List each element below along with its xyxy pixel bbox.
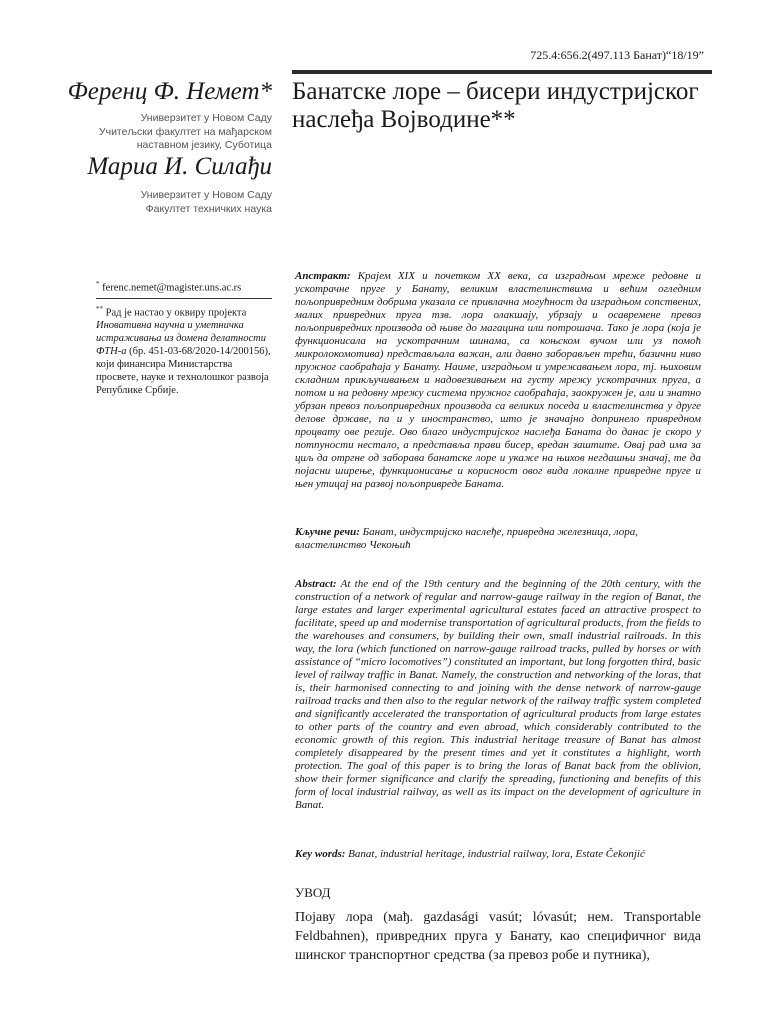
project-footnote: ** Рад је настао у оквиру пројекта Иновативна научна и уметничка истраживања из домена делатности ФТН-а (бр. 451-03-68/2020-14/200156), који финансира Министарства просвете, науке и технолошког развоја Републике Србије. [96,304,271,396]
footnote-divider [96,298,272,299]
abstract-english [295,578,701,812]
author-1-affiliation [52,112,272,153]
affiliation-line: Учитељски факултет на мађарском [98,125,272,138]
keywords-english-label: Key words: [295,848,346,860]
author-2-affiliation [52,189,272,216]
title-rule [292,70,712,74]
udc-code: 725.4:656.2(497.113 Банат)“18/19” [530,48,704,62]
author-email[interactable]: ferenc.nemet@magister.uns.ac.rs [102,282,242,294]
affiliation-line: Факултет техничких наука [145,202,272,215]
author-2-name: Мариа И. Силађи [87,153,272,180]
keywords-english-text: Banat, industrial heritage, industrial railway, lora, Estate Čekonjić [348,848,645,860]
keywords-serbian-label: Кључне речи: [295,526,360,538]
abstract-english-label: Abstract: [295,578,337,590]
section-heading: УВОД [295,885,331,900]
intro-paragraph: Појаву лора (мађ. gazdasági vasút; lóvasút; нем. Transportable Feldbahnen), привредних пруга у Банату, као специфичног вида шинског транспортног средства (за превоз робе и путника), [295,910,701,963]
abstract-english-text: At the end of the 19th century and the beginning of the 20th century, with the construction of a network of regular and narrow-gauge railway in the region of Banat, the large estates and larger experimental agricultural estates faced an attractive prospect to facilitate, speed up and modernise transportation of agricultural products, from the fields to the warehouses and consumers, by building their own, small industrial railroads. In this way, the lora (which functioned on narrow-gauge railroad tracks, pulled by horses or with assistance of “micro locomotives”) constituted an important, but long forgotten third, basic level of railway traffic in Banat. Namely, the construction and networking of the loras, that is, their harmonised connecting to and joining with the dense network of narrow-gauge railroad tracks and then also to the regular network of the railway traffic system completed and significantly accelerated the transportation of agricultural products from large estates to other parts of the country and even abroad, which considerably contributed to the economic growth of this region. This industrial heritage treasure of Banat has almost completely disappeared by the present times and yet it constitutes a highlight, worth protection. The goal of this paper is to bring the loras of Banat back from the oblivion, show their former significance and clarify the spreading, functioning and benefits of this form of local industrial railway, as well as its impact on the development of agriculture in Banat. [295,578,701,811]
keywords-serbian [295,526,701,552]
abstract-serbian-text: Крајем XIX и почетком XX века, са изградњом мреже редовне и ускотрачне пруге у Банату, великим властелинствима и већим огледним пољопривредним добрима указала се привлачна могућност да изградњом сопствених, малих привредних пруга тзв. лора олакшају, убрзају и осавремене превоз пољопривредних производа од њиве до магацина или потрошача. Тако је лора (која је функционисала на ускотрачним шинама, са коњском вучом или уз помоћ микролокомотива) представљала важан, али давно заборављен трећи, базични ниво пружног саобраћаја у Банату. Наиме, изградњом и умрежавањем лора, тј. њиховим складним прикључивањем и надовезивањем на густу мрежу ускотрачних пруга, а потом и на редовну мрежу система пружног саобраћаја, заокружен је, али и знатно убрзан превоз пољопривредних производа са великих поседа и властелинства у друге делове државе, па и у иностранство, што је значајно допринело привредном процвату ове регије. Ово благо индустријског наслеђа Баната до данас је скоро у потпуности нестало, а представља прави бисер, вредан заштите. Овај рад има за циљ да отргне од заборава банатске лоре и укаже на њихов негдашњи значај, те да појасни ширење, функционисање и корисност овог вида локалне привредне пруге и њен утицај на развој пољопривреде Баната. [295,270,702,490]
email-footnote: * ferenc.nemet@magister.uns.ac.rs [96,280,242,294]
keywords-serbian-text: Банат, индустријско наслеђе, привредна железница, лора, властелинство Чекоњић [295,526,638,551]
affiliation-line: Универзитет у Новом Саду [140,112,272,124]
affiliation-line: Универзитет у Новом Саду [140,189,272,201]
footnotes [96,278,272,397]
author-1-name: Ференц Ф. Немет* [67,78,272,105]
abstract-serbian [295,270,701,491]
affiliation-line: наставном језику, Суботица [136,139,272,151]
keywords-english [295,848,701,861]
paper-title: Банатске лоре – бисери индустријског наслеђа Војводине** [292,78,699,133]
abstract-serbian-label: Апстракт: [295,270,351,282]
